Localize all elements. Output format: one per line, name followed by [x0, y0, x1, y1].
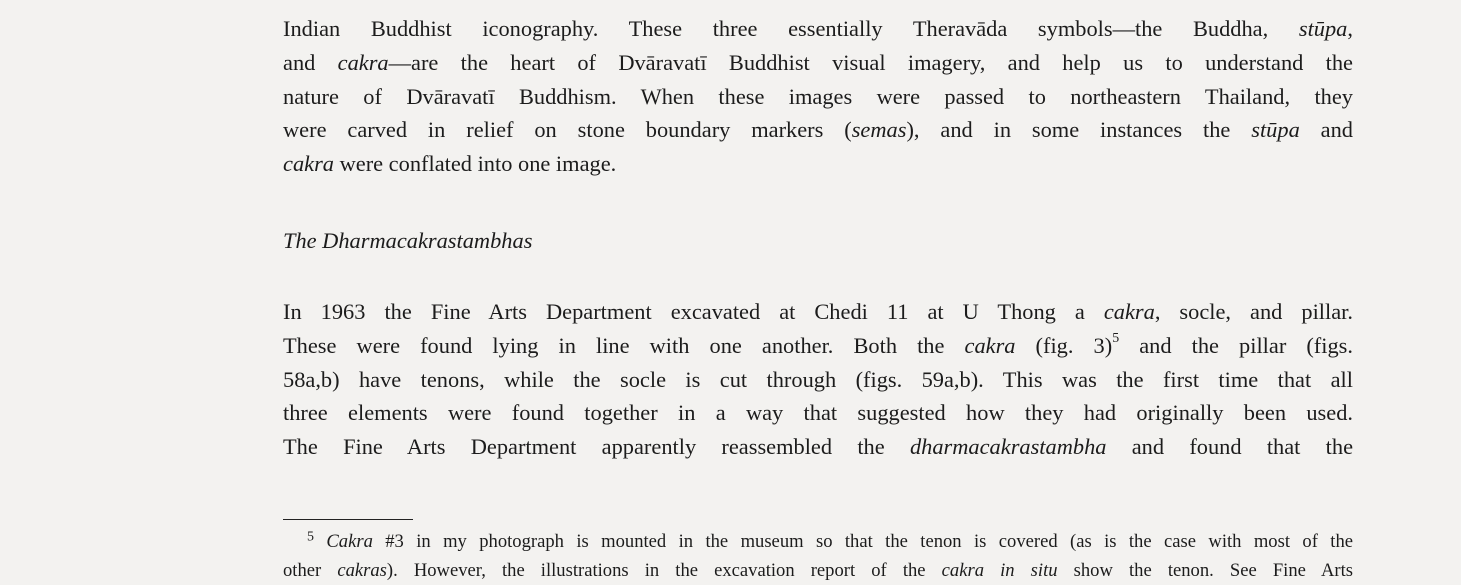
italic-term: stūpa: [1251, 117, 1300, 143]
footnote-reference[interactable]: 5: [1112, 331, 1120, 347]
footnote-line: other cakras). However, the illustrations in the excavation report of the cakra in situ show the tenon. See Fine Arts: [283, 560, 1353, 581]
body-paragraph-2: [283, 295, 1353, 464]
footnote: [283, 527, 1353, 585]
paragraph-line: These were found lying in line with one another. Both the cakra (fig. 3)$^5$ and the pillar (figs.: [283, 331, 1353, 358]
paragraph-line: In 1963 the Fine Arts Department excavated at Chedi 11 at U Thong a cakra, socle, and pillar.: [283, 299, 1353, 324]
italic-term: cakra: [1103, 299, 1155, 324]
footnote-line: $^5$ Cakra #3 in my photograph is mounted in the museum so that the tenon is covered (as is the case with most of the: [307, 529, 1353, 552]
paragraph-line: nature of Dvāravatī Buddhism. When these images were passed to northeastern Thailand, they: [283, 83, 1353, 109]
italic-term: cakra: [283, 151, 334, 177]
paragraph-line: three elements were found together in a way that suggested how they had originally been used.: [283, 400, 1353, 426]
italic-term: cakra: [337, 49, 389, 75]
italic-term: cakras: [337, 560, 387, 581]
italic-term: stūpa: [1298, 16, 1348, 41]
italic-term: cakra: [964, 332, 1016, 358]
italic-term: dharmacakrastambha: [909, 434, 1107, 460]
body-paragraph-1: [283, 12, 1353, 181]
paragraph-line: and cakra—are the heart of Dvāravatī Buddhist visual imagery, and help us to understand the: [283, 49, 1353, 75]
paragraph-line: The Fine Arts Department apparently reassembled the dharmacakrastambha and found that the: [283, 434, 1354, 460]
footnote-divider: [283, 519, 413, 520]
footnote-marker: 5: [307, 529, 314, 545]
italic-term: Cakra: [326, 531, 373, 552]
paragraph-line: were carved in relief on stone boundary markers (semas), and in some instances the stūpa and: [283, 117, 1353, 143]
paragraph-line: Indian Buddhist iconography. These three essentially Theravāda symbols—the Buddha, stūpa,: [283, 16, 1353, 41]
italic-term: semas: [851, 117, 907, 143]
paragraph-line: 58a,b) have tenons, while the socle is cut through (figs. 59a,b). This was the first time that all: [283, 366, 1353, 392]
italic-term: cakra in situ: [941, 560, 1058, 581]
section-heading: The Dharmacakrastambhas: [283, 228, 533, 253]
paragraph-line: cakra were conflated into one image.: [283, 151, 617, 177]
